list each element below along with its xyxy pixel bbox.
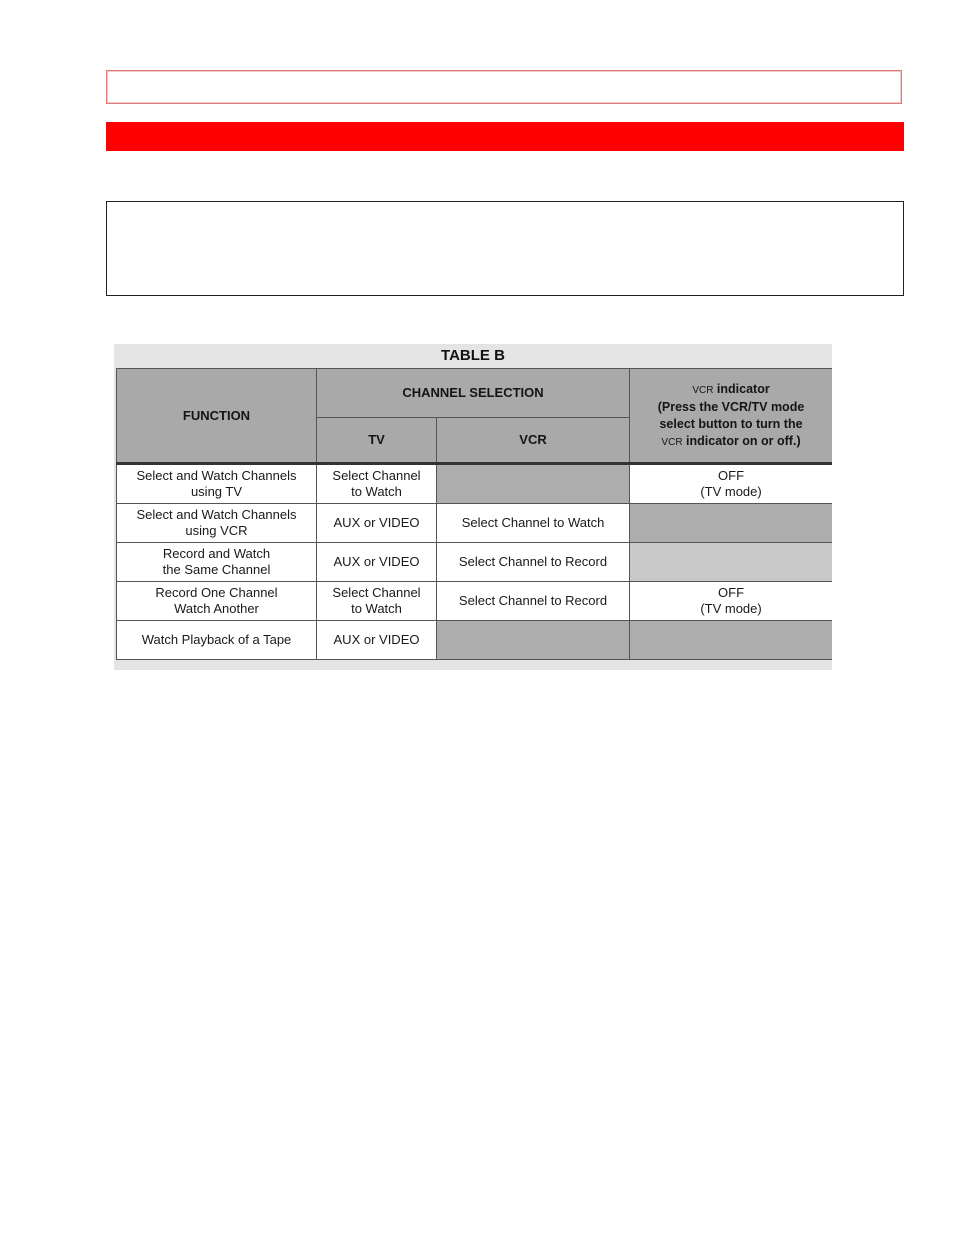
tv-cell: Select Channel to Watch bbox=[317, 464, 437, 504]
indicator-note-line3: indicator on or off.) bbox=[686, 433, 801, 448]
table-b-image bbox=[114, 344, 832, 670]
function-header: FUNCTION bbox=[117, 369, 317, 464]
indicator-cell: OFF (TV mode) bbox=[630, 464, 832, 504]
function-cell: Select and Watch Channels using VCR bbox=[117, 504, 317, 543]
section-title-bar bbox=[106, 122, 904, 151]
vcr-header: VCR bbox=[437, 418, 630, 464]
indicator-title: indicator bbox=[716, 381, 770, 396]
vcr-cell: Select Channel to Record bbox=[437, 543, 630, 582]
tv-cell: AUX or VIDEO bbox=[317, 504, 437, 543]
table-row bbox=[117, 621, 833, 660]
indicator-cell bbox=[630, 543, 832, 582]
vcr-cell: Select Channel to Watch bbox=[437, 504, 630, 543]
tv-cell: AUX or VIDEO bbox=[317, 621, 437, 660]
indicator-note-prefix: VCR bbox=[661, 436, 683, 448]
indicator-prefix: VCR bbox=[692, 384, 714, 396]
function-cell: Watch Playback of a Tape bbox=[117, 621, 317, 660]
indicator-note-line2: select button to turn the bbox=[659, 416, 803, 431]
note-box bbox=[106, 201, 904, 296]
channel-selection-header: CHANNEL SELECTION bbox=[317, 369, 630, 418]
function-cell: Record One Channel Watch Another bbox=[117, 582, 317, 621]
indicator-cell bbox=[630, 621, 832, 660]
vcr-cell: Select Channel to Record bbox=[437, 582, 630, 621]
vcr-cell bbox=[437, 621, 630, 660]
table-row bbox=[117, 464, 833, 504]
table-row bbox=[117, 582, 833, 621]
table-row bbox=[117, 504, 833, 543]
indicator-cell: OFF (TV mode) bbox=[630, 582, 832, 621]
tv-cell: AUX or VIDEO bbox=[317, 543, 437, 582]
function-cell: Record and Watch the Same Channel bbox=[117, 543, 317, 582]
vcr-indicator-header bbox=[630, 369, 832, 464]
vcr-cell bbox=[437, 464, 630, 504]
tv-header: TV bbox=[317, 418, 437, 464]
function-cell: Select and Watch Channels using TV bbox=[117, 464, 317, 504]
indicator-cell bbox=[630, 504, 832, 543]
header-frame bbox=[106, 70, 902, 104]
tv-cell: Select Channel to Watch bbox=[317, 582, 437, 621]
table-title: TABLE B bbox=[441, 347, 505, 364]
channel-selection-table bbox=[116, 368, 832, 660]
indicator-note-line1: (Press the VCR/TV mode bbox=[657, 399, 805, 414]
table-header-row bbox=[117, 369, 833, 418]
table-row bbox=[117, 543, 833, 582]
